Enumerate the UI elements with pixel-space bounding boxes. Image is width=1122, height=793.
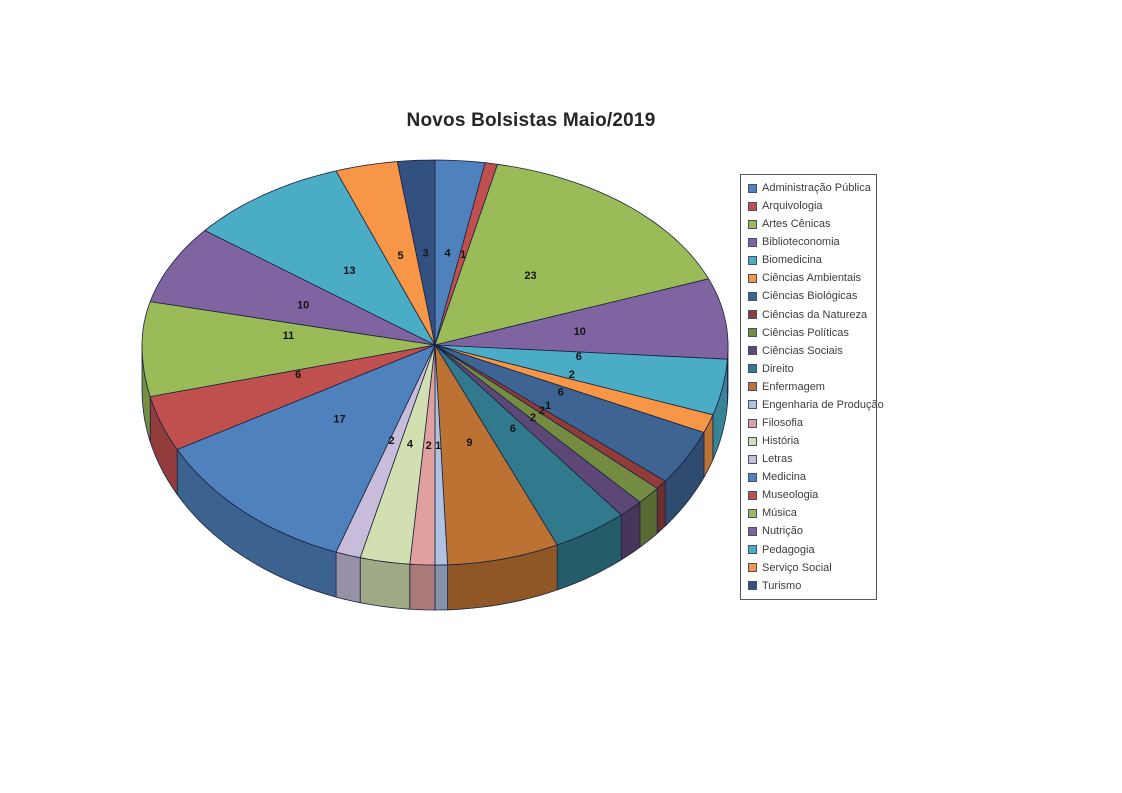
slice-value-label-historia: 4 xyxy=(406,438,413,451)
chart-title: Novos Bolsistas Maio/2019 xyxy=(406,110,656,131)
slice-value-label-nutricao: 10 xyxy=(297,299,310,312)
legend-swatch-engenharia-de-producao xyxy=(748,400,757,409)
pie-slice-wall-ciencias-da-natureza xyxy=(657,481,665,533)
legend-label-engenharia-de-producao: Engenharia de Produção xyxy=(762,398,884,411)
slice-value-label-servico-social: 5 xyxy=(397,249,404,262)
slice-value-label-ciencias-da-natureza: 1 xyxy=(545,399,552,412)
legend-swatch-turismo xyxy=(748,581,757,590)
legend-item-ciencias-sociais[interactable] xyxy=(748,343,874,359)
legend-swatch-medicina xyxy=(748,473,757,482)
slice-value-label-ciencias-ambientais: 2 xyxy=(568,369,575,382)
legend-label-museologia: Museologia xyxy=(762,489,819,502)
legend-swatch-artes-cenicas xyxy=(748,220,757,229)
legend-item-administracao-publica[interactable] xyxy=(748,180,874,196)
slice-value-label-engenharia-de-producao: 1 xyxy=(435,439,442,452)
slice-value-label-pedagogia: 13 xyxy=(343,264,356,277)
legend-swatch-ciencias-sociais xyxy=(748,346,757,355)
legend-item-filosofia[interactable] xyxy=(748,415,874,431)
legend-label-biomedicina: Biomedicina xyxy=(762,254,822,267)
legend-item-ciencias-da-natureza[interactable] xyxy=(748,307,874,323)
legend-label-ciencias-sociais: Ciências Sociais xyxy=(762,344,843,357)
legend-item-engenharia-de-producao[interactable] xyxy=(748,397,884,413)
legend-item-pedagogia[interactable] xyxy=(748,542,874,558)
legend-swatch-biomedicina xyxy=(748,256,757,265)
legend-item-museologia[interactable] xyxy=(748,487,874,503)
legend-swatch-servico-social xyxy=(748,563,757,572)
legend-swatch-direito xyxy=(748,364,757,373)
legend-item-letras[interactable] xyxy=(748,451,874,467)
legend-label-direito: Direito xyxy=(762,362,794,375)
legend-label-medicina: Medicina xyxy=(762,471,807,484)
legend-swatch-biblioteconomia xyxy=(748,238,757,247)
legend-swatch-enfermagem xyxy=(748,382,757,391)
slice-value-label-letras: 2 xyxy=(388,434,395,447)
legend-label-turismo: Turismo xyxy=(762,579,802,592)
legend-item-biblioteconomia[interactable] xyxy=(748,234,874,250)
legend-swatch-ciencias-biologicas xyxy=(748,292,757,301)
legend-item-artes-cenicas[interactable] xyxy=(748,216,874,232)
slice-value-label-artes-cenicas: 23 xyxy=(524,269,537,282)
legend-item-ciencias-politicas[interactable] xyxy=(748,325,874,341)
legend-swatch-pedagogia xyxy=(748,545,757,554)
legend-swatch-musica xyxy=(748,509,757,518)
legend-item-biomedicina[interactable] xyxy=(748,252,874,268)
legend-swatch-ciencias-da-natureza xyxy=(748,310,757,319)
legend-item-nutricao[interactable] xyxy=(748,523,874,539)
legend-swatch-administracao-publica xyxy=(748,184,757,193)
legend-swatch-letras xyxy=(748,455,757,464)
legend-label-biblioteconomia: Biblioteconomia xyxy=(762,236,840,249)
legend-swatch-arquivologia xyxy=(748,202,757,211)
legend-label-historia: História xyxy=(762,435,800,448)
legend-item-medicina[interactable] xyxy=(748,469,874,485)
legend-label-enfermagem: Enfermagem xyxy=(762,380,825,393)
legend-item-turismo[interactable] xyxy=(748,578,874,594)
legend xyxy=(740,174,884,600)
legend-label-ciencias-ambientais: Ciências Ambientais xyxy=(762,272,862,285)
legend-item-ciencias-biologicas[interactable] xyxy=(748,288,874,304)
pie-slice-wall-historia xyxy=(360,558,410,610)
legend-item-musica[interactable] xyxy=(748,505,874,521)
legend-item-servico-social[interactable] xyxy=(748,560,874,576)
legend-label-pedagogia: Pedagogia xyxy=(762,543,815,556)
legend-item-historia[interactable] xyxy=(748,433,874,449)
pie-slice-wall-engenharia-de-producao xyxy=(435,565,448,610)
slice-value-label-biomedicina: 6 xyxy=(575,351,582,364)
slice-value-label-ciencias-politicas: 2 xyxy=(538,405,545,418)
legend-item-ciencias-ambientais[interactable] xyxy=(748,270,874,286)
slice-value-label-enfermagem: 9 xyxy=(466,436,473,449)
legend-label-filosofia: Filosofia xyxy=(762,417,803,430)
pie-slice-wall-filosofia xyxy=(410,564,435,610)
legend-swatch-nutricao xyxy=(748,527,757,536)
slice-value-label-direito: 6 xyxy=(509,423,516,436)
slice-value-label-musica: 11 xyxy=(282,329,295,342)
legend-swatch-filosofia xyxy=(748,419,757,428)
legend-item-direito[interactable] xyxy=(748,361,874,377)
slice-value-label-administracao-publica: 4 xyxy=(444,247,451,260)
slice-value-label-museologia: 6 xyxy=(295,369,302,382)
legend-swatch-museologia xyxy=(748,491,757,500)
legend-label-servico-social: Serviço Social xyxy=(762,561,832,574)
slice-value-label-medicina: 17 xyxy=(333,413,346,426)
legend-label-letras: Letras xyxy=(762,453,793,466)
legend-item-enfermagem[interactable] xyxy=(748,379,874,395)
legend-label-ciencias-da-natureza: Ciências da Natureza xyxy=(762,308,868,321)
slice-value-label-ciencias-biologicas: 6 xyxy=(557,386,564,399)
legend-swatch-ciencias-ambientais xyxy=(748,274,757,283)
legend-swatch-ciencias-politicas xyxy=(748,328,757,337)
legend-label-musica: Música xyxy=(762,507,797,520)
slice-value-label-turismo: 3 xyxy=(422,247,429,260)
legend-label-administracao-publica: Administração Pública xyxy=(762,182,871,194)
legend-label-artes-cenicas: Artes Cênicas xyxy=(762,218,831,231)
legend-item-arquivologia[interactable] xyxy=(748,198,874,214)
legend-label-nutricao: Nutrição xyxy=(762,525,803,538)
legend-label-arquivologia: Arquivologia xyxy=(762,200,823,213)
legend-label-ciencias-politicas: Ciências Políticas xyxy=(762,326,849,339)
slice-value-label-filosofia: 2 xyxy=(425,439,432,452)
pie-slice-wall-letras xyxy=(336,552,360,603)
slice-value-label-arquivologia: 1 xyxy=(460,249,467,262)
legend-swatch-historia xyxy=(748,437,757,446)
legend-label-ciencias-biologicas: Ciências Biológicas xyxy=(762,290,858,303)
slice-value-label-biblioteconomia: 10 xyxy=(573,325,586,338)
slice-value-label-ciencias-sociais: 2 xyxy=(529,411,536,424)
